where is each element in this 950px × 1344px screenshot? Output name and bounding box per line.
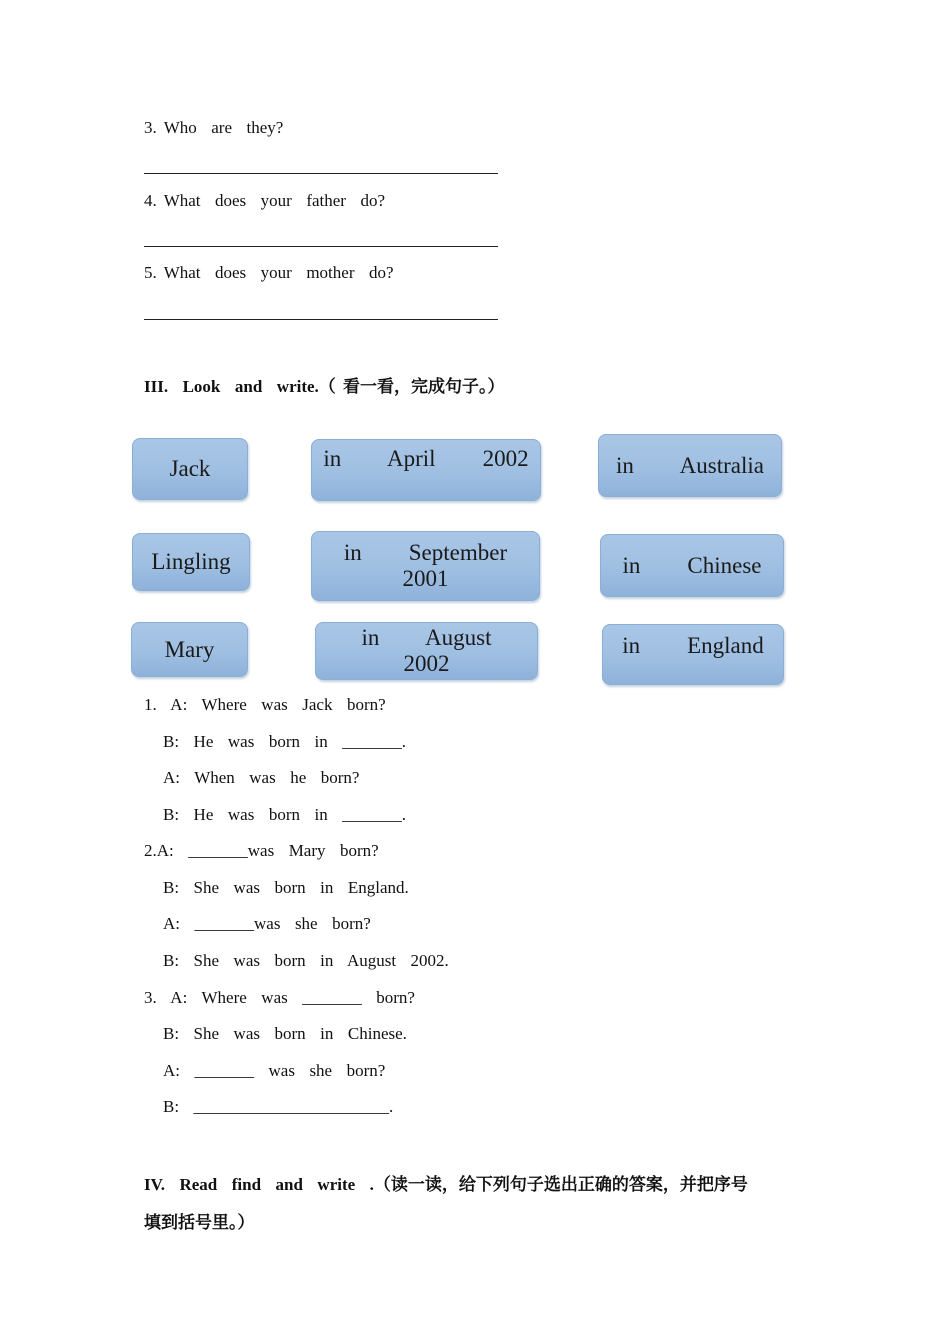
dialog-line: B: He was born in _______. (163, 732, 406, 751)
dialog-line: B: She was born in August 2002. (163, 951, 449, 970)
dialog-line: 2.A: _______was Mary born? (144, 841, 379, 860)
dialog-line: B: She was born in England. (163, 878, 409, 897)
section-4-heading: IV. Read find and write .（读一读，给下列句子选出正确的答案，并把序号 (144, 1175, 748, 1194)
dialog-line: B: _______________________. (163, 1097, 394, 1116)
box-chinese: in Chinese (600, 534, 784, 597)
question-5: 5. What does your mother do? (144, 263, 394, 282)
box-august-2002: in August 2002 (315, 622, 538, 680)
dialog-line: B: He was born in _______. (163, 805, 406, 824)
box-jack: Jack (132, 438, 248, 500)
box-september-2001: in September 2001 (311, 531, 540, 601)
dialog-line: B: She was born in Chinese. (163, 1024, 407, 1043)
box-england: in England (602, 624, 784, 685)
box-april-2002: in April 2002 (311, 439, 541, 501)
dialog-line: 1. A: Where was Jack born? (144, 695, 386, 714)
answer-line-4 (144, 246, 498, 247)
question-4: 4. What does your father do? (144, 191, 386, 210)
box-australia: in Australia (598, 434, 782, 497)
answer-line-5 (144, 319, 498, 320)
section-3-heading: III. Look and write.（ 看一看，完成句子。） (144, 377, 505, 396)
dialog-line: A: _______was she born? (163, 914, 371, 933)
box-lingling: Lingling (132, 533, 250, 591)
dialog-line: A: When was he born? (163, 768, 360, 787)
question-3: 3. Who are they? (144, 118, 284, 137)
box-mary: Mary (131, 622, 248, 677)
dialog-line: A: _______ was she born? (163, 1061, 386, 1080)
dialog-line: 3. A: Where was _______ born? (144, 988, 415, 1007)
answer-line-3 (144, 173, 498, 174)
section-4-heading-cont: 填到括号里。） (144, 1213, 255, 1232)
